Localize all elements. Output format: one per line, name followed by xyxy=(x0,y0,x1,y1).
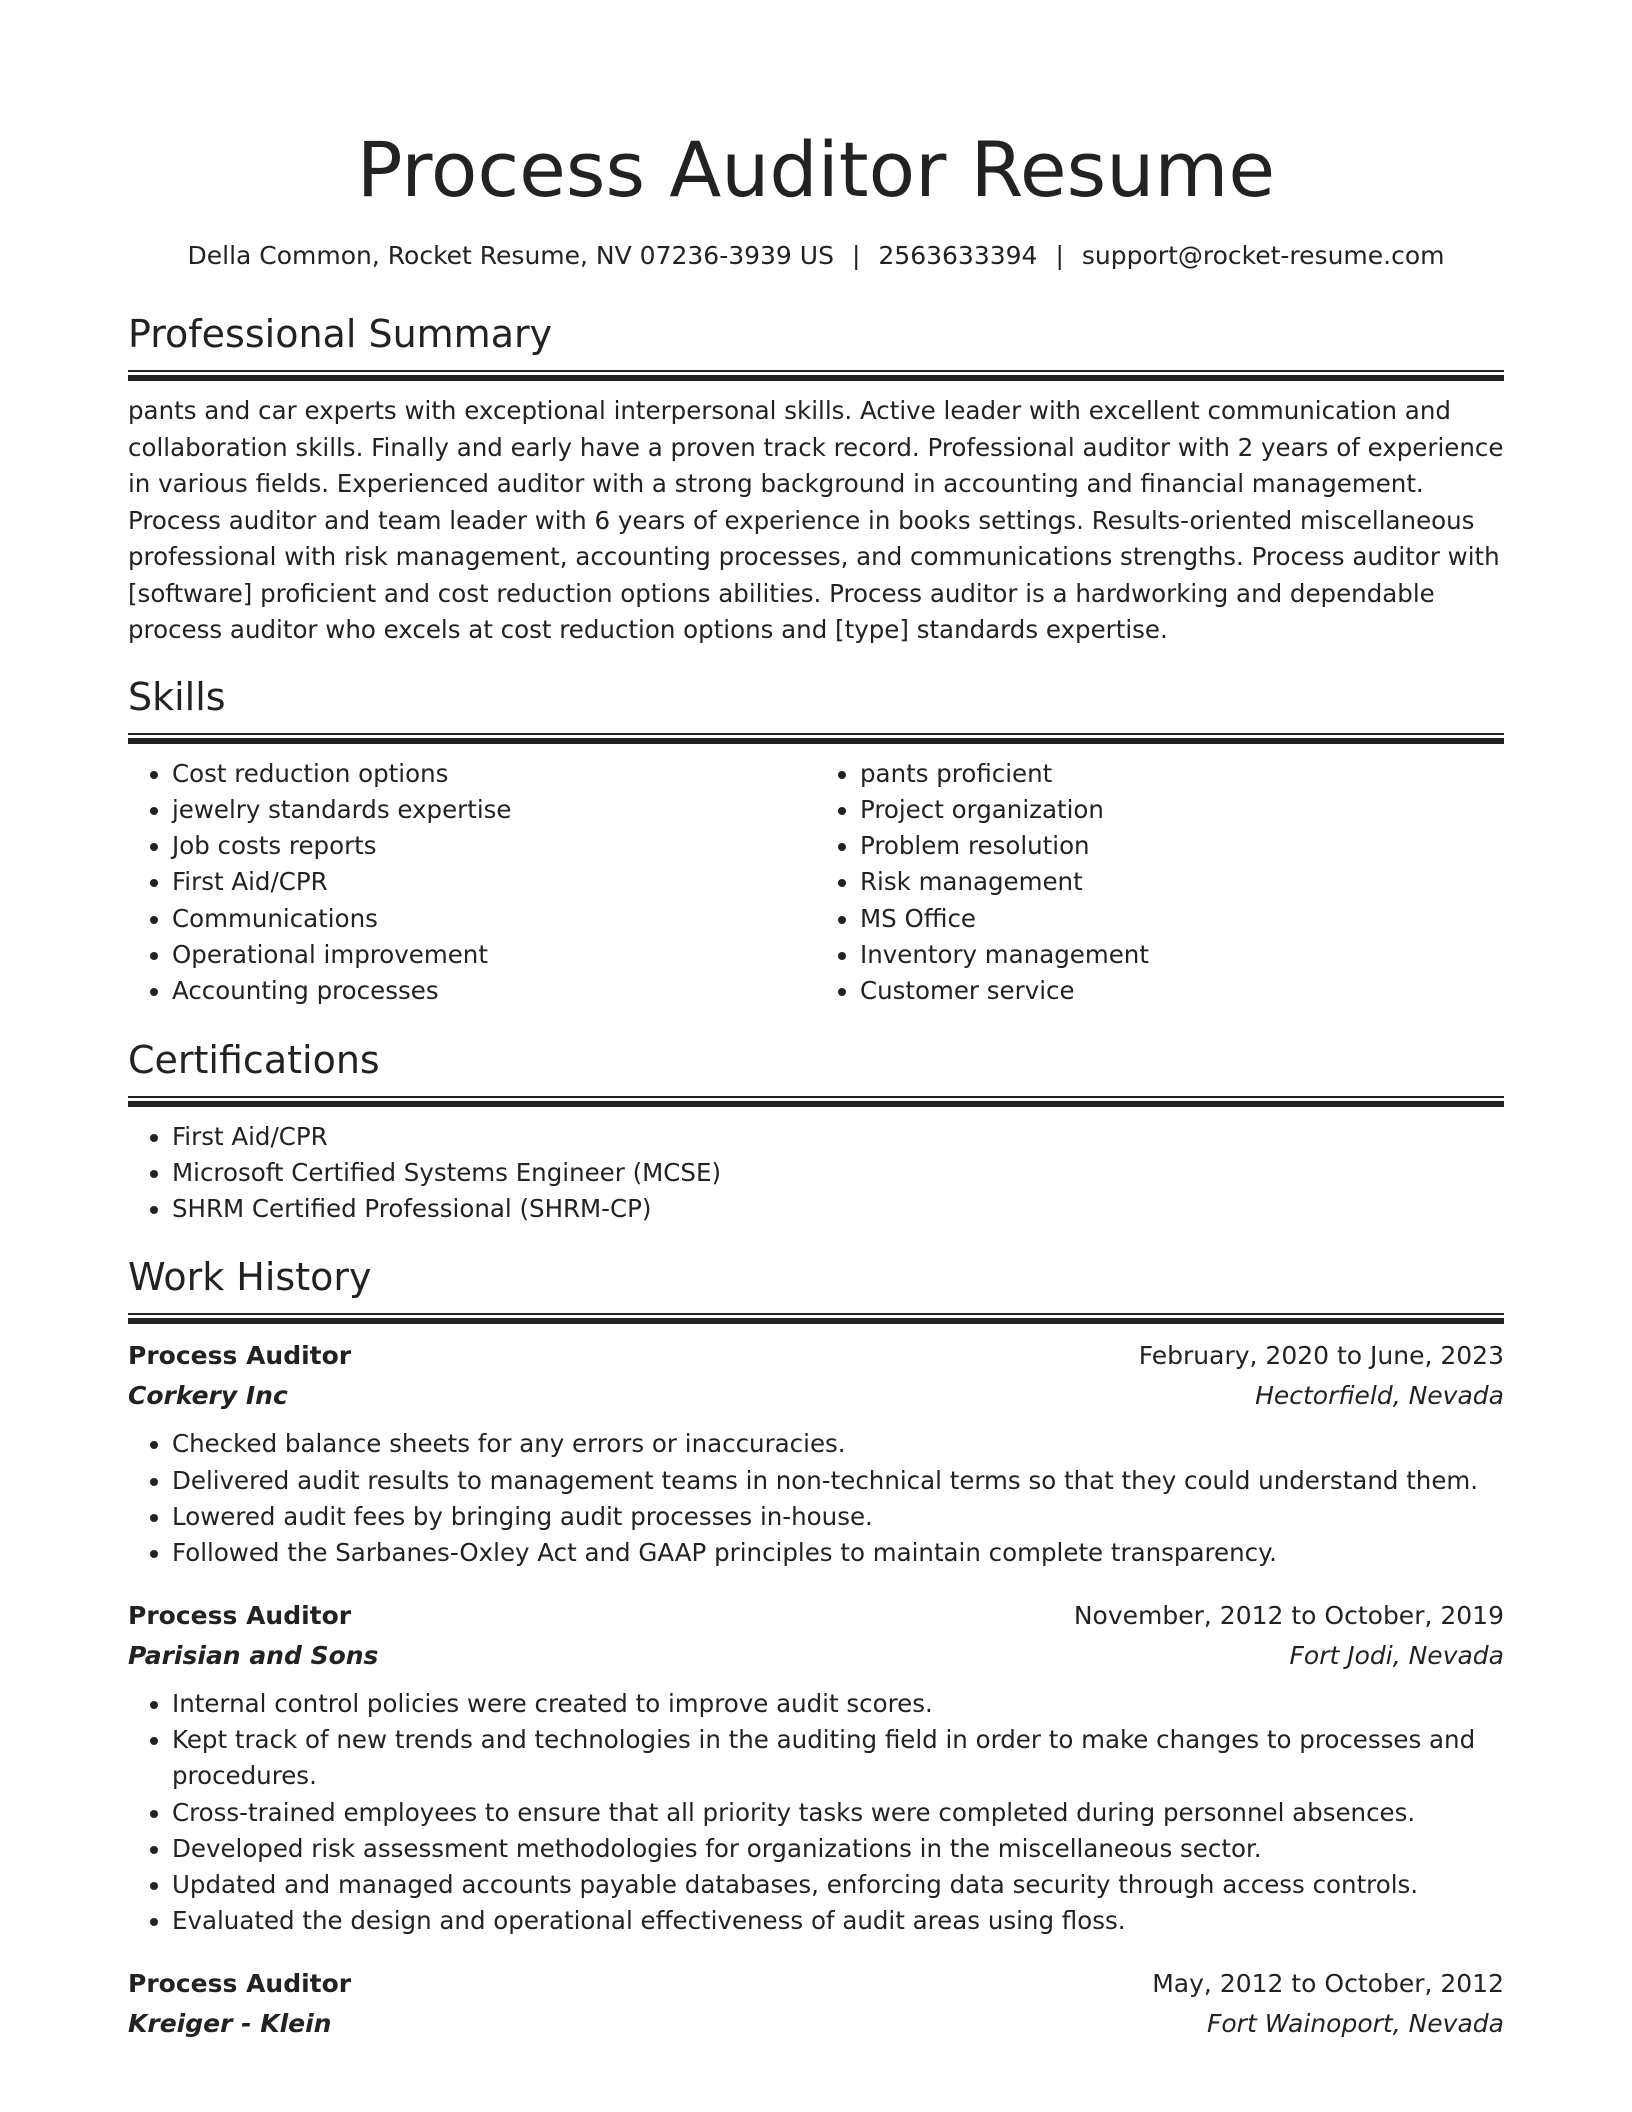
contact-phone: 2563633394 xyxy=(878,241,1038,270)
skill-item: • Inventory management xyxy=(860,937,1504,973)
section-heading: Work History xyxy=(128,1255,372,1300)
job-entry xyxy=(128,1964,1504,2044)
job-subheader xyxy=(128,1376,1504,1416)
skill-item: • MS Office xyxy=(860,901,1504,937)
job-title: Process Auditor xyxy=(128,1968,352,1998)
section-heading: Skills xyxy=(128,674,226,719)
job-bullet: • Kept track of new trends and technologies in the auditing field in order to make changes to processes and procedures. xyxy=(172,1722,1504,1795)
job-header xyxy=(128,1336,1504,1376)
job-company: Parisian and Sons xyxy=(128,1640,379,1670)
job-bullet: • Followed the Sarbanes-Oxley Act and GAAP principles to maintain complete transparency. xyxy=(172,1535,1504,1571)
job-company: Kreiger - Klein xyxy=(128,2008,332,2038)
certifications-list xyxy=(128,1119,1504,1228)
skill-item: • Job costs reports xyxy=(172,828,816,864)
certification-item: • SHRM Certified Professional (SHRM-CP) xyxy=(172,1191,1504,1227)
job-location: Fort Jodi, Nevada xyxy=(1289,1640,1504,1670)
skill-item: • Accounting processes xyxy=(172,973,816,1009)
skills-list-left xyxy=(128,756,816,1010)
section-heading: Certifications xyxy=(128,1037,380,1082)
job-entry xyxy=(128,1336,1504,1571)
job-dates: February, 2020 to June, 2023 xyxy=(1138,1341,1504,1371)
skill-item: • jewelry standards expertise xyxy=(172,792,816,828)
job-dates: May, 2012 to October, 2012 xyxy=(1152,1968,1504,1998)
job-bullets xyxy=(128,1686,1504,1940)
job-title: Process Auditor xyxy=(128,1600,352,1630)
job-bullet: • Lowered audit fees by bringing audit processes in-house. xyxy=(172,1499,1504,1535)
section-divider xyxy=(128,1096,1504,1107)
skill-item: • First Aid/CPR xyxy=(172,864,816,900)
job-location: Fort Wainoport, Nevada xyxy=(1207,2008,1504,2038)
resume-title: Process Auditor Resume xyxy=(356,125,1276,214)
job-bullets xyxy=(128,1426,1504,1571)
job-header xyxy=(128,1596,1504,1636)
job-entry xyxy=(128,1596,1504,1940)
job-bullet: • Updated and managed accounts payable databases, enforcing data security through access controls. xyxy=(172,1867,1504,1903)
work-history-section xyxy=(128,1251,1504,2043)
certification-item: • Microsoft Certified Systems Engineer (MCSE) xyxy=(172,1155,1504,1191)
job-subheader xyxy=(128,2004,1504,2044)
skill-item: • pants proficient xyxy=(860,756,1504,792)
skill-item: • Customer service xyxy=(860,973,1504,1009)
skills-section xyxy=(128,671,1504,1010)
contact-address: Della Common, Rocket Resume, NV 07236-3939 US xyxy=(187,241,834,270)
job-bullet: • Evaluated the design and operational effectiveness of audit areas using floss. xyxy=(172,1903,1504,1939)
job-header xyxy=(128,1964,1504,2004)
job-bullet: • Developed risk assessment methodologies for organizations in the miscellaneous sector. xyxy=(172,1831,1504,1867)
summary-text: pants and car experts with exceptional interpersonal skills. Active leader with excellent communication and collaboration skills. Finally and early have a proven track record. Professional auditor with 2 years of experience in various fields. Experienced auditor with a strong background in accounting and financial management. Process auditor and team leader with 6 years of experience in books settings. Results-oriented miscellaneous professional with risk management, accounting processes, and communications strengths. Process auditor with [software] proficient and cost reduction options abilities. Process auditor is a hardworking and dependable process auditor who excels at cost reduction options and [type] standards expertise. xyxy=(128,396,1504,644)
certifications-section xyxy=(128,1034,1504,1228)
section-divider xyxy=(128,370,1504,381)
skill-item: • Communications xyxy=(172,901,816,937)
section-divider xyxy=(128,1313,1504,1324)
job-location: Hectorfield, Nevada xyxy=(1255,1381,1504,1411)
skill-item: • Risk management xyxy=(860,864,1504,900)
skill-item: • Operational improvement xyxy=(172,937,816,973)
contact-line xyxy=(128,238,1504,274)
job-dates: November, 2012 to October, 2019 xyxy=(1073,1600,1504,1630)
skills-list-right xyxy=(816,756,1504,1010)
certification-item: • First Aid/CPR xyxy=(172,1119,1504,1155)
contact-separator: | xyxy=(1055,241,1064,270)
job-bullet: • Cross-trained employees to ensure that all priority tasks were completed during personnel absences. xyxy=(172,1795,1504,1831)
job-title: Process Auditor xyxy=(128,1341,352,1371)
skills-grid xyxy=(128,756,1504,1010)
job-bullet: • Checked balance sheets for any errors or inaccuracies. xyxy=(172,1426,1504,1462)
section-heading: Professional Summary xyxy=(128,312,553,356)
contact-email[interactable]: support@rocket-resume.com xyxy=(1081,241,1445,270)
job-bullet: • Delivered audit results to management teams in non-technical terms so that they could understand them. xyxy=(172,1463,1504,1499)
skill-item: • Problem resolution xyxy=(860,828,1504,864)
contact-separator: | xyxy=(851,241,861,270)
summary-section xyxy=(128,308,1504,649)
job-bullet: • Internal control policies were created to improve audit scores. xyxy=(172,1686,1504,1722)
job-company: Corkery Inc xyxy=(128,1381,288,1411)
section-divider xyxy=(128,733,1504,744)
job-subheader xyxy=(128,1636,1504,1676)
skill-item: • Cost reduction options xyxy=(172,756,816,792)
skill-item: • Project organization xyxy=(860,792,1504,828)
